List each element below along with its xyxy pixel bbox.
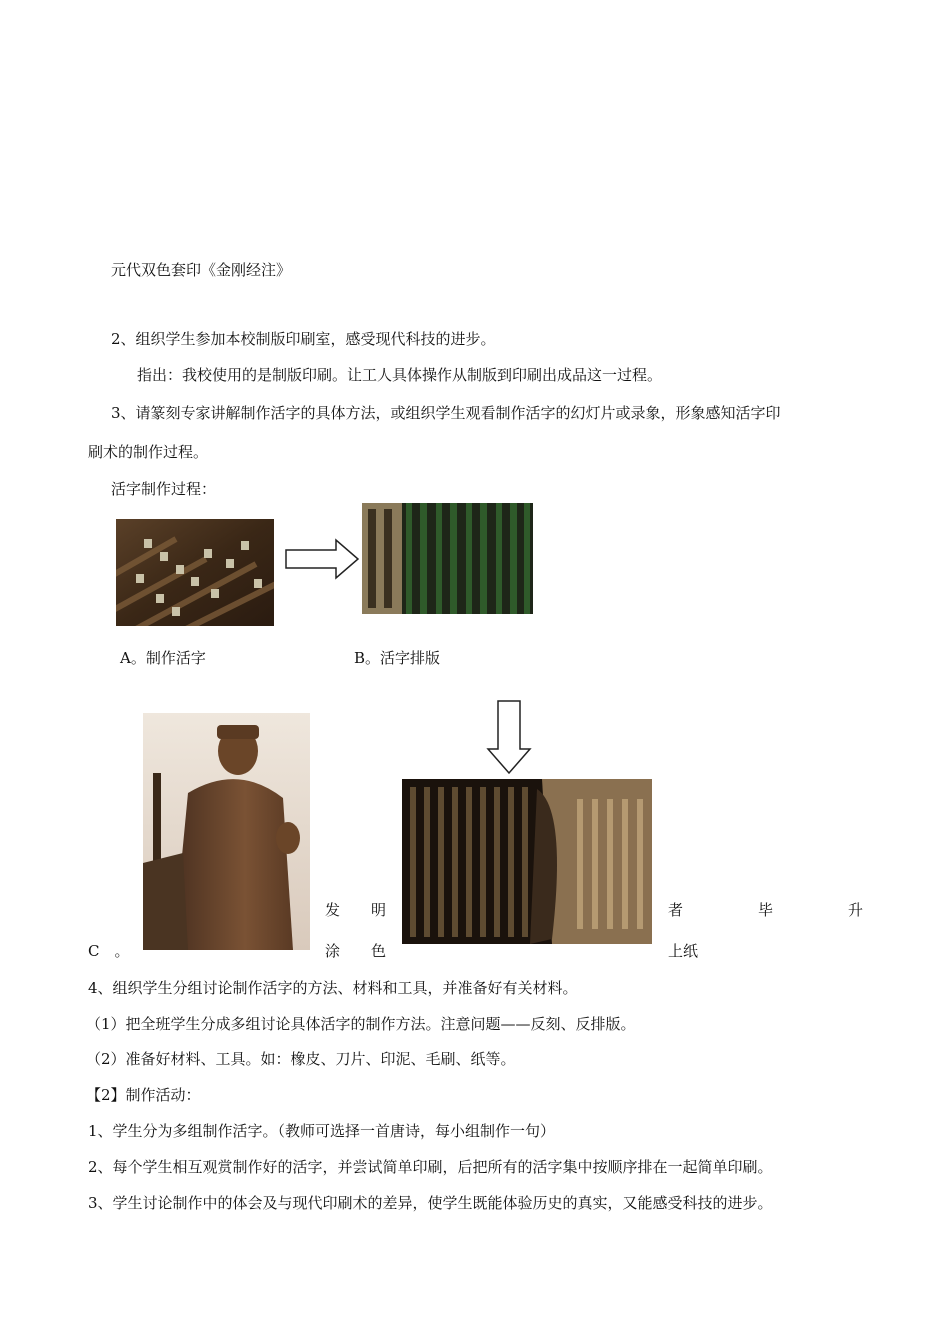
item-4: 4、组织学生分组讨论制作活字的方法、材料和工具，并准备好有关材料。: [88, 979, 578, 997]
item-4-sub-1: （1）把全班学生分成多组讨论具体活字的制作方法。注意问题——反刻、反排版。: [86, 1015, 636, 1033]
activity-1: 1、学生分为多组制作活字。（教师可选择一首唐诗，每小组制作一句）: [88, 1122, 556, 1140]
type-making-photo: [116, 519, 274, 626]
type-composition-photo: [362, 503, 533, 614]
item-3-line1: 3、请篆刻专家讲解制作活字的具体方法，或组织学生观看制作活字的幻灯片或录象，形象感知活字印: [111, 404, 781, 422]
activity-2: 2、每个学生相互观赏制作好的活字，并尝试简单印刷，后把所有的活字集中按顺序排在一起简单印刷。: [88, 1158, 773, 1176]
inking-word-2: 色: [371, 942, 387, 960]
arrow-down-icon: [486, 699, 532, 775]
inventor-word-3: 者: [668, 901, 684, 919]
arrow-right-icon: [284, 538, 360, 580]
item-2-note: 指出：我校使用的是制版印刷。让工人具体操作从制版到印刷出成品这一过程。: [137, 366, 663, 384]
inventor-word-4: 毕: [758, 901, 774, 919]
label-b: B。活字排版: [354, 649, 441, 667]
label-a: A。制作活字: [120, 649, 206, 667]
bi-sheng-statue-photo: [143, 713, 310, 950]
paper-word: 上纸: [668, 942, 699, 960]
process-title: 活字制作过程：: [111, 480, 217, 498]
inventor-word-2: 明: [371, 901, 387, 919]
activity-3: 3、学生讨论制作中的体会及与现代印刷术的差异，使学生既能体验历史的真实，又能感受科技的进步。: [88, 1194, 773, 1212]
caption-yuan: 元代双色套印《金刚经注》: [111, 261, 292, 279]
item-2: 2、组织学生参加本校制版印刷室，感受现代科技的进步。: [111, 330, 496, 348]
inking-word-1: 涂: [325, 942, 341, 960]
label-c: C 。: [88, 942, 130, 960]
inking-type-photo: [402, 779, 652, 944]
inventor-word-1: 发: [325, 901, 341, 919]
item-4-sub-2: （2）准备好材料、工具。如：橡皮、刀片、印泥、毛刷、纸等。: [86, 1050, 516, 1068]
section-2-title: 【2】制作活动：: [86, 1086, 201, 1104]
item-3-line2: 刷术的制作过程。: [88, 443, 209, 461]
inventor-word-5: 升: [848, 901, 864, 919]
